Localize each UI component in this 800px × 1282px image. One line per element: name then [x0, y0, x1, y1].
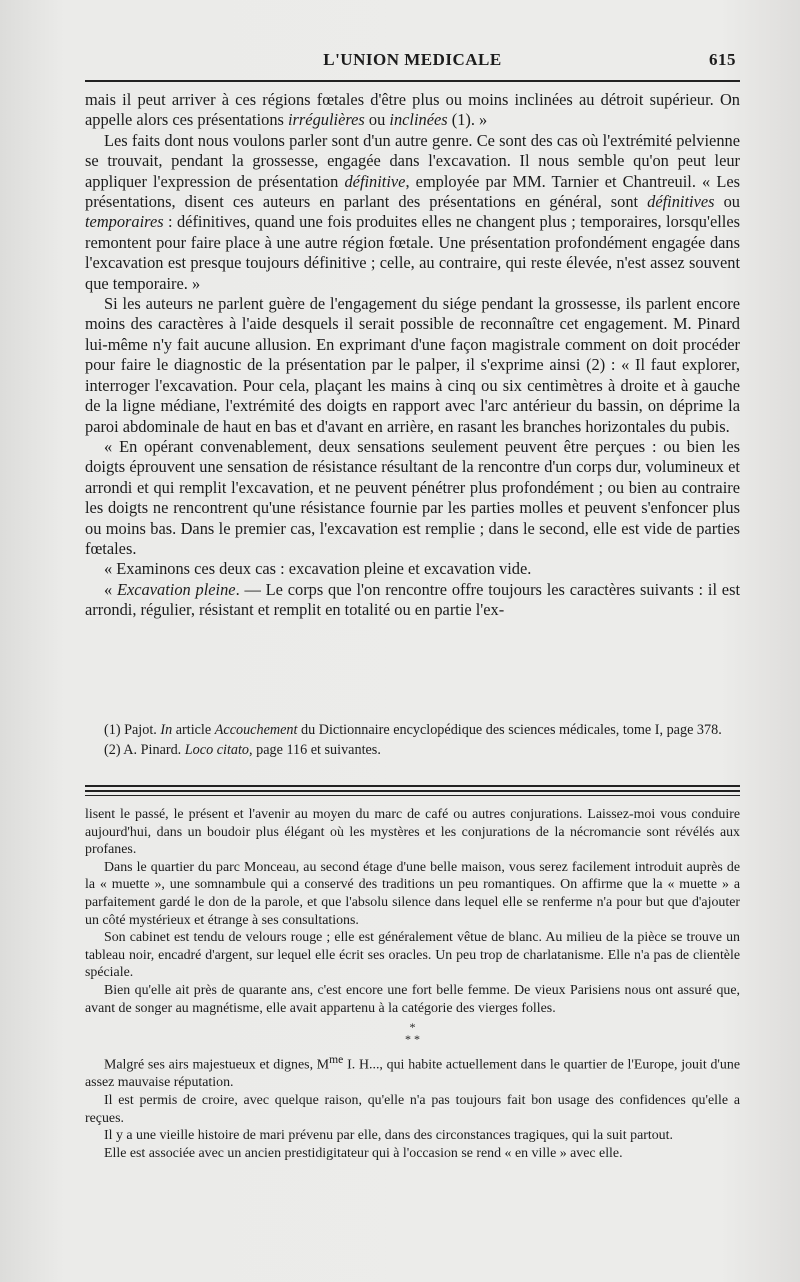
text-run: , employée par MM. Tarnier et Chantreuil. « Les présentations, disent ces auteurs en parlant des présentations en général, sont — [85, 171, 740, 212]
feuilleton-paragraph — [85, 1051, 740, 1092]
italic-text: Accouchement — [214, 722, 298, 738]
text-run: « Examinons ces deux cas : excavation pleine et excavation vide. — [104, 559, 532, 579]
italic-text: définitives — [647, 192, 715, 212]
italic-text: définitive — [344, 171, 406, 191]
text-run: du Dictionnaire encyclopédique des sciences médicales, tome I, page 378. — [297, 722, 722, 738]
journal-title: L'UNION MEDICALE — [323, 50, 502, 69]
footnotes — [85, 720, 740, 760]
section-asterism — [85, 1021, 740, 1045]
italic-text: inclinées — [389, 110, 448, 130]
article-paragraph — [85, 437, 740, 559]
text-run: ou — [364, 110, 390, 130]
text-run: Si les auteurs ne parlent guère de l'engagement du siége pendant la grossesse, ils parlent encore moins des caractères à l'aide desquels il serait possible de reconnaître cet engagement. M. Pinard lui-même n'y fait aucune allusion. En exprimant d'une façon magistrale comment on doit procéder pour faire le diagnostic de la présentation par le palper, il s'exprime ainsi (2) : « Il faut explorer, interroger l'excavation. Pour cela, plaçant les mains à cinq ou six centimètres à droite et à gauche de la ligne médiane, l'extrémité des doigts en rapport avec l'arc antérieur du bassin, on déprime la paroi abdominale de haut en bas et d'avant en arrière, en rasant les branches horizontales du pubis. — [85, 294, 740, 436]
feuilleton-paragraph: Il y a une vieille histoire de mari prévenu par elle, dans des circonstances tragiques, qui la suit partout. — [104, 1128, 673, 1144]
text-run: : définitives, quand une fois produites elles ne changent plus ; temporaires, lorsqu'elles remontent pour faire place à une autre région fœtale. Une présentation profondément engagée dans l'excavation est presque toujours définitive ; celle, au contraire, qui reste élevée, n'est assez souvent que temporaire. » — [85, 212, 740, 293]
asterism-top: * — [409, 1020, 416, 1035]
feuilleton-paragraph: lisent le passé, le présent et l'avenir au moyen du marc de café ou autres conjurations. Laissez-moi vous conduire aujourd'hui, dans un boudoir plus élégant où les mystères et les conjurations de la nécromancie sont révélés aux profanes. — [85, 807, 740, 858]
italic-text: In — [160, 722, 173, 738]
feuilleton — [85, 806, 740, 1162]
feuilleton-rule — [85, 790, 740, 792]
article-paragraph — [85, 131, 740, 294]
running-header — [85, 50, 740, 72]
feuilleton-paragraph: Son cabinet est tendu de velours rouge ; elle est généralement vêtue de blanc. Au milieu de la pièce se trouve un tableau noir, encadré d'argent, sur lequel elle écrit ses oracles. Un peu trop de charlatanisme. Elle n'a pas de clientèle spéciale. — [85, 930, 740, 981]
feuilleton-paragraph: Dans le quartier du parc Monceau, au second étage d'une belle maison, vous serez facilement introduit auprès de la « muette », une somnambule qui a conservé des traditions un peu romantiques. On affirme que la « muette » a parfaitement gardé le don de la parole, et que l'absolu silence dans lequel elle se renferme n'a pour but que d'ajouter un côté mystérieux et étrange à ses consultations. — [85, 859, 740, 928]
main-article — [85, 90, 740, 621]
article-paragraph — [85, 559, 740, 579]
article-paragraph — [85, 580, 740, 621]
text-run: (2) A. Pinard. — [104, 742, 185, 758]
text-run: « — [104, 579, 117, 599]
footnote — [85, 720, 740, 740]
feuilleton-paragraph: Bien qu'elle ait près de quarante ans, c'est encore une fort belle femme. De vieux Parisiens nous ont assuré que, avant de songer au magnétisme, elle avait appartenu à la catégorie des vierges folles. — [85, 982, 740, 1016]
text-run: . — Le corps que l'on rencontre offre toujours les caractères suivants : il est arrondi, régulier, résistant et remplit en totalité ou en partie l'ex- — [85, 579, 741, 620]
text-run: , page 116 et suivantes. — [249, 742, 381, 758]
italic-text: irrégulières — [288, 110, 365, 130]
italic-text: Loco citato — [184, 742, 250, 758]
article-paragraph — [85, 90, 740, 131]
text-run: (1) Pajot. — [104, 722, 161, 738]
article-paragraph — [85, 294, 740, 437]
text-run: (1). » — [447, 110, 488, 130]
text-run: Malgré ses airs majestueux et dignes, M — [104, 1057, 330, 1073]
feuilleton-rule — [85, 785, 740, 787]
italic-text: temporaires — [85, 212, 164, 232]
footnote — [85, 740, 740, 760]
text-run: mais il peut arriver à ces régions fœtales d'être plus ou moins inclinées au détroit supérieur. On appelle alors ces présentations — [85, 90, 740, 130]
text-run: article — [172, 722, 215, 738]
text-run: I. H..., qui habite actuellement dans le quartier de l'Europe, jouit d'une assez mauvaise réputation. — [85, 1057, 740, 1091]
feuilleton-paragraph: Il est permis de croire, avec quelque raison, qu'elle n'a pas toujours fait bon usage des confidences qu'elle a reçues. — [85, 1092, 740, 1126]
header-rule — [85, 80, 740, 82]
feuilleton-paragraph: Elle est associée avec un ancien prestidigitateur qui à l'occasion se rend « en ville » avec elle. — [104, 1145, 623, 1161]
text-run: « En opérant convenablement, deux sensations seulement peuvent être perçues : ou bien les doigts éprouvent une sensation de résistance résultant de la rencontre d'un corps dur, volumineux et arrondi et qui remplit l'excavation, et ne peuvent pénétrer plus profondément ; ou bien au contraire les doigts ne rencontrent qu'une résistance fournie par les parties molles et peuvent s'enfoncer plus ou moins bas. Dans le premier cas, l'excavation est remplie ; dans le second, elle est vide de parties fœtales. — [85, 436, 740, 558]
italic-text: Excavation pleine — [117, 579, 236, 599]
feuilleton-rule — [85, 795, 740, 796]
text-run: Les faits dont nous voulons parler sont d'un autre genre. Ce sont des cas où l'extrémité pelvienne se trouvait, pendant la grossesse, engagée dans l'excavation. Il nous semble qu'on peut leur appliquer l'expression de présentation — [85, 130, 740, 191]
abbreviation-superscript: me — [329, 1053, 344, 1067]
page-number: 615 — [709, 50, 736, 69]
text-run: ou — [714, 192, 740, 212]
asterism-bottom: * * — [405, 1032, 420, 1047]
